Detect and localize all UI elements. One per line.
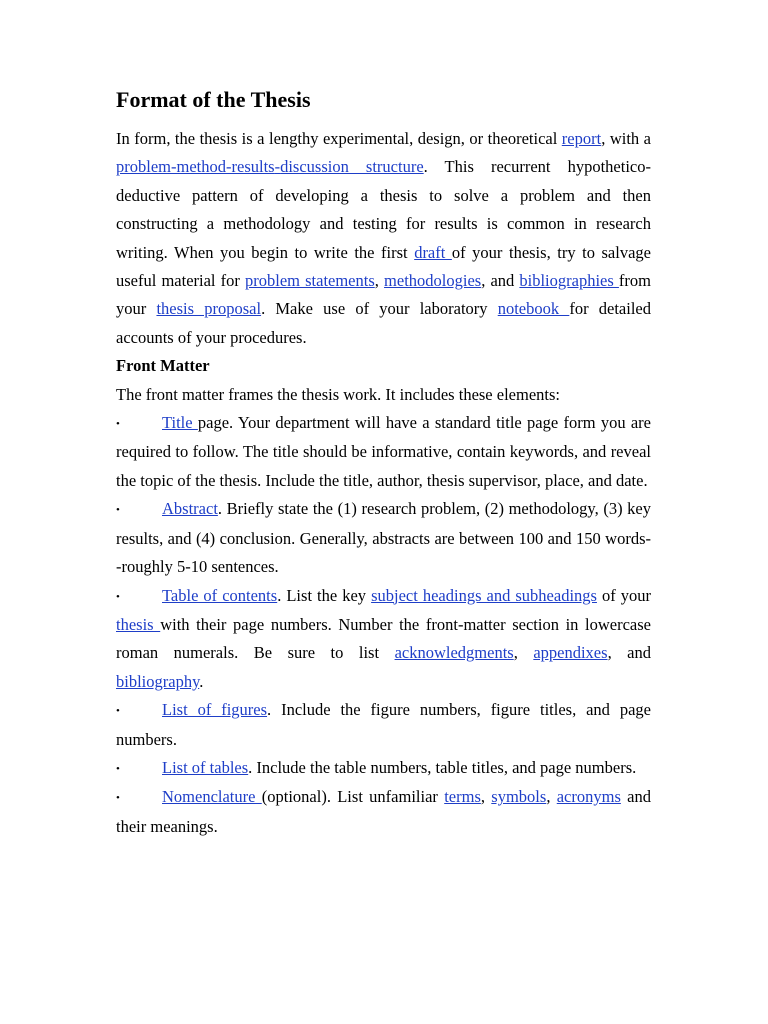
front-matter-list bbox=[116, 409, 651, 841]
link-notebook[interactable]: notebook bbox=[497, 299, 570, 319]
bullet-icon: • bbox=[116, 504, 120, 517]
list-item-list-of-tables: • List of tables. Include the table numbers, table titles, and page numbers. bbox=[116, 754, 651, 783]
link-problem[interactable]: problem bbox=[116, 157, 171, 177]
link-thesis[interactable]: thesis bbox=[116, 614, 161, 634]
link-dash-3[interactable]: - bbox=[274, 157, 281, 177]
link-list-of-figures[interactable]: List of figures bbox=[162, 700, 268, 720]
link-dash-2[interactable]: - bbox=[226, 157, 232, 177]
bullet-icon: • bbox=[116, 590, 120, 603]
link-discussion-structure[interactable]: discussion structure bbox=[280, 157, 424, 177]
document-page bbox=[116, 84, 651, 841]
link-method[interactable]: method bbox=[176, 157, 226, 177]
list-item-table-of-contents: • Table of contents. List the key subject headings and subheadings of your thesis with their page numbers. Number the front-matter section in lowercase roman numerals. Be sure to list acknowledgments, appendixes, and bibliography. bbox=[116, 582, 651, 697]
link-terms[interactable]: terms bbox=[444, 787, 481, 807]
document-title: Format of the Thesis bbox=[116, 87, 311, 112]
link-dash-1[interactable]: - bbox=[171, 157, 177, 177]
link-symbols[interactable]: symbols bbox=[491, 787, 547, 807]
link-list-of-tables[interactable]: List of tables bbox=[162, 757, 249, 777]
front-matter-intro: The front matter frames the thesis work. It includes these elements: bbox=[116, 384, 560, 404]
bullet-icon: • bbox=[116, 705, 120, 718]
link-title[interactable]: Title bbox=[162, 413, 198, 433]
link-draft[interactable]: draft bbox=[414, 242, 452, 262]
intro-paragraph: In form, the thesis is a lengthy experimental, design, or theoretical report, with a problem-method-results-discussion structure. This recurrent hypothetico-deductive pattern of developing a thesis to solve a problem and then constructing a methodology and testing for results is common in research writing. When you begin to write the first draft of your thesis, try to salvage useful material for problem statements, methodologies, and bibliographies from your thesis proposal. Make use of your laboratory notebook for detailed accounts of your procedures. bbox=[116, 129, 651, 347]
list-item-list-of-figures: • List of figures. Include the figure numbers, figure titles, and page numbers. bbox=[116, 696, 651, 754]
front-matter-heading: Front Matter bbox=[116, 356, 210, 376]
link-appendixes[interactable]: appendixes bbox=[533, 643, 608, 663]
link-bibliography[interactable]: bibliography bbox=[116, 671, 200, 691]
bullet-icon: • bbox=[116, 762, 120, 775]
list-item-nomenclature: • Nomenclature (optional). List unfamiliar terms, symbols, acronyms and their meanings. bbox=[116, 783, 651, 841]
link-bibliographies[interactable]: bibliographies bbox=[519, 271, 619, 291]
link-table-of-contents[interactable]: Table of contents bbox=[162, 585, 278, 605]
link-thesis-proposal[interactable]: thesis proposal bbox=[156, 299, 262, 319]
link-acknowledgments[interactable]: acknowledgments bbox=[394, 643, 514, 663]
link-abstract[interactable]: Abstract bbox=[162, 499, 218, 519]
bullet-icon: • bbox=[116, 792, 120, 805]
link-problem-statements[interactable]: problem statements bbox=[245, 271, 375, 291]
link-subject-headings[interactable]: subject headings and subheadings bbox=[371, 585, 597, 605]
link-acronyms[interactable]: acronyms bbox=[556, 787, 621, 807]
list-item-title-page: • Title page. Your department will have a standard title page form you are required to follow. The title should be informative, contain keywords, and reveal the topic of the thesis. Include the title, author, thesis supervisor, place, and date. bbox=[116, 409, 651, 495]
bullet-icon: • bbox=[116, 418, 120, 431]
link-methodologies[interactable]: methodologies bbox=[384, 271, 482, 291]
link-nomenclature[interactable]: Nomenclature bbox=[162, 787, 262, 807]
link-results[interactable]: results bbox=[231, 157, 275, 177]
list-item-abstract: • Abstract. Briefly state the (1) research problem, (2) methodology, (3) key results, and (4) conclusion. Generally, abstracts are between 100 and 150 words--roughly 5-10 sentences. bbox=[116, 495, 651, 581]
link-report[interactable]: report bbox=[561, 129, 602, 148]
